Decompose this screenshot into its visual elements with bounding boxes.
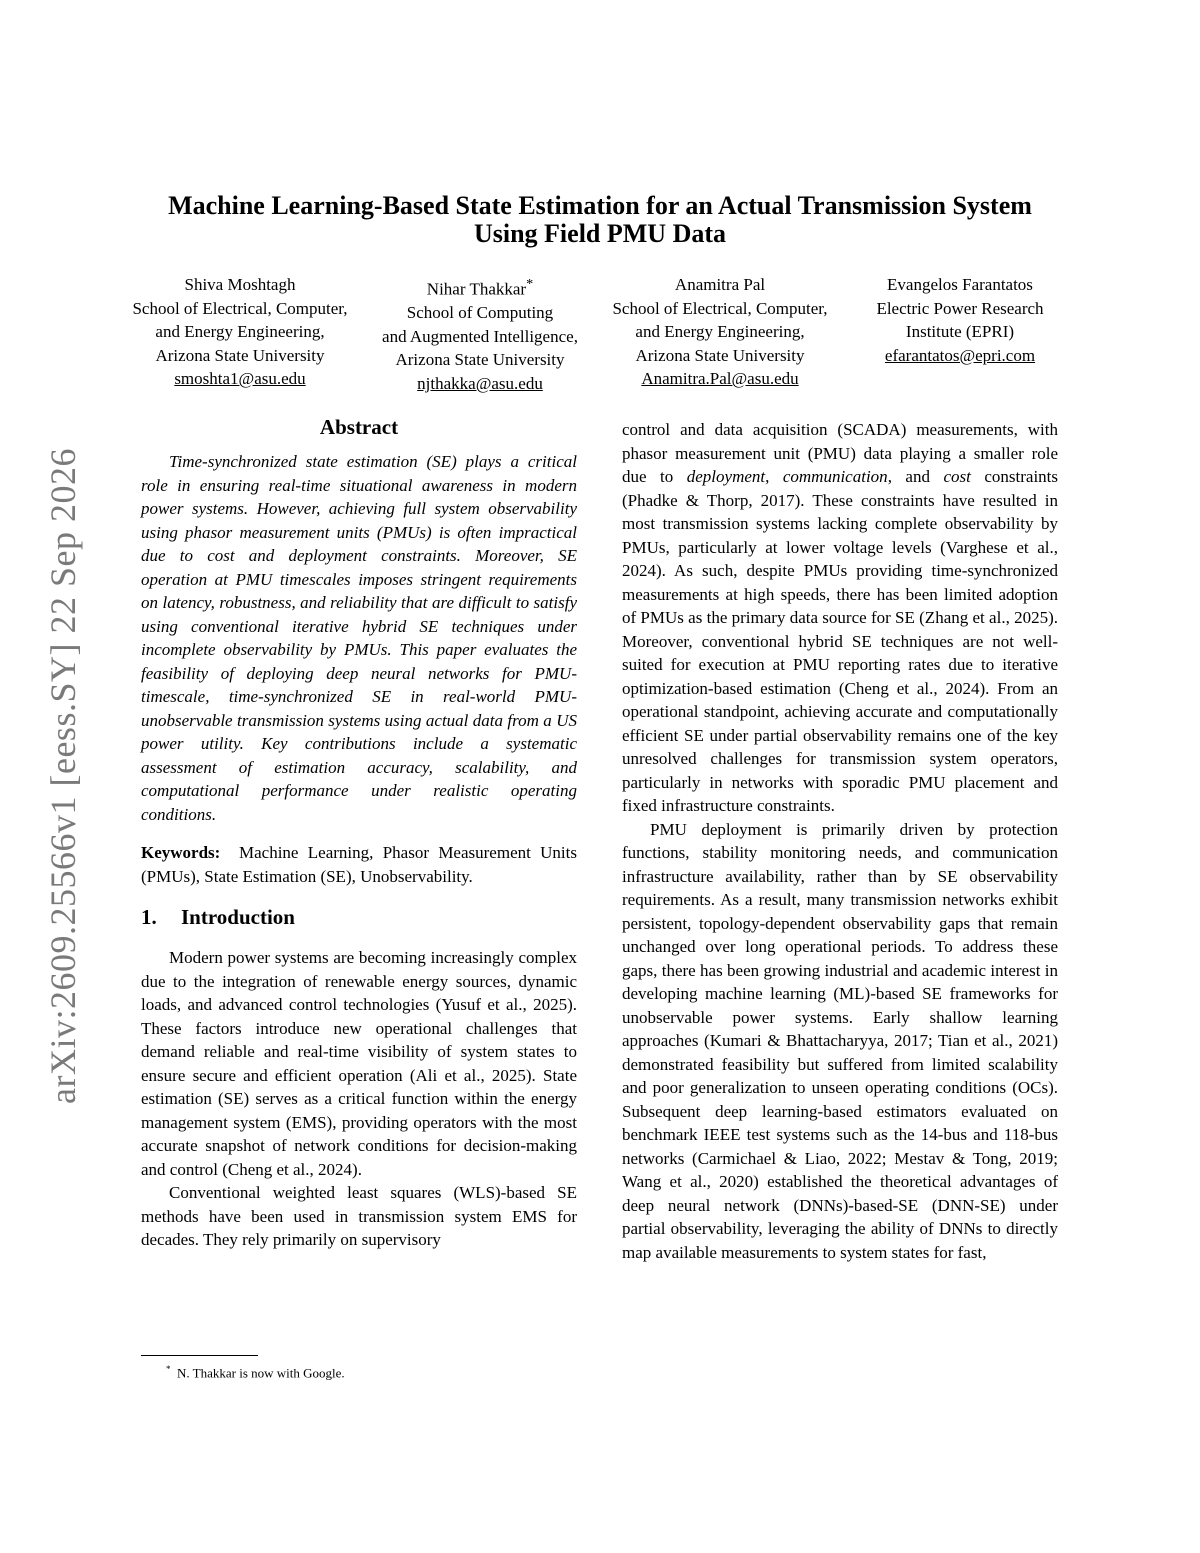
author-affiliation: Electric Power Research — [876, 298, 1044, 318]
keywords — [141, 841, 577, 888]
author-affiliation: Arizona State University — [395, 350, 565, 370]
author-4 — [876, 273, 1043, 367]
author-affiliation: Institute (EPRI) — [905, 322, 1015, 341]
footnote-marker: * — [166, 1364, 171, 1374]
author-affiliation: and Energy Engineering, — [635, 322, 805, 341]
author-name: Nihar Thakkar — [426, 279, 527, 299]
author-block — [110, 273, 1070, 393]
body-paragraph-pmu-deployment: PMU deployment is primarily driven by protection functions, stability monitoring needs, and communication infrastructure availability, rather than by SE observability requirements. As a result, many transmission networks exhibit persistent, topology-dependent observability gaps that remain unchanged over long operational periods. To address these gaps, there has been growing industrial and academic interest in developing machine learning (ML)-based SE frameworks for unobservable power systems. Early shallow learning approaches (Kumari & Bhattacharyya, 2017; Tian et al., 2021) demonstrated feasibility but suffered from limited scalability and poor generalization to unseen operating conditions (OCs). Subsequent deep learning-based estimators evaluated on benchmark IEEE test systems such as the 14-bus and 118-bus networks (Carmichael & Liao, 2022; Mestav & Tong, 2019; Wang et al., 2020) established the theoretical advantages of deep neural network (DNNs)-based-SE (DNN-SE) under partial observability, leveraging the ability of DNNs to directly map available measurements to system states for fast, — [622, 819, 1058, 1262]
author-affiliation: School of Electrical, Computer, — [612, 298, 828, 318]
keywords-label: Keywords: — [141, 843, 221, 862]
footnote — [166, 1360, 345, 1382]
author-email[interactable]: njthakka@asu.edu — [417, 373, 543, 393]
author-footnote-marker: * — [526, 276, 534, 292]
keywords-text: Machine Learning, Phasor Measurement Units (PMUs), State Estimation (SE), Unobservability. — [141, 843, 577, 886]
author-name: Evangelos Farantatos — [887, 275, 1033, 294]
author-email[interactable]: smoshta1@asu.edu — [174, 369, 306, 388]
section-heading-introduction — [141, 904, 577, 930]
author-email[interactable]: Anamitra.Pal@asu.edu — [641, 369, 799, 388]
abstract-text: Time-synchronized state estimation (SE) plays a critical role in ensuring real-time situational awareness in modern power systems. However, achieving full system observability using phasor measurement units (PMUs) is often impractical due to cost and deployment constraints. Moreover, SE operation at PMU timescales imposes stringent requirements on latency, robustness, and reliability that are difficult to satisfy using conventional iterative hybrid SE techniques under incomplete observability by PMUs. This paper evaluates the feasibility of deploying deep neural networks for PMU-timescale, time-synchronized SE in real-world PMU-unobservable transmission systems using actual data from a US power utility. Key contributions include a systematic assessment of estimation accuracy, scalability, and computational performance under realistic operating conditions. — [141, 452, 577, 824]
paper-title: Machine Learning-Based State Estimation for an Actual Transmission System Using Field PMU Data — [168, 191, 1032, 248]
section-number: 1. — [141, 905, 157, 929]
author-2 — [382, 273, 578, 395]
author-email[interactable]: efarantatos@epri.com — [884, 345, 1036, 365]
intro-paragraph-1: Modern power systems are becoming increasingly complex due to the integration of renewable energy sources, dynamic loads, and advanced control technologies (Yusuf et al., 2025). These factors introduce new operational challenges that demand reliable and real-time visibility of system states to ensure secure and efficient operation (Ali et al., 2025). State estimation (SE) serves as a critical function within the energy management system (EMS), providing operators with the most accurate snapshot of network conditions for decision-making and control (Cheng et al., 2024). — [141, 948, 577, 1179]
author-affiliation: School of Computing — [406, 303, 554, 323]
footnote-text: N. Thakkar is now with Google. — [177, 1365, 345, 1381]
author-affiliation: School of Electrical, Computer, — [132, 298, 348, 318]
author-3 — [612, 273, 827, 391]
arxiv-identifier: arXiv:2609.25566v1 [eess.SY] 22 Sep 2026 — [43, 448, 83, 1104]
author-affiliation: and Energy Engineering, — [155, 322, 325, 341]
left-column — [141, 414, 577, 1252]
author-name: Anamitra Pal — [674, 275, 766, 294]
intro-paragraph-2: Conventional weighted least squares (WLS)-based SE methods have been used in transmission system EMS for decades. They rely primarily on supervisory — [141, 1183, 577, 1249]
abstract-heading: Abstract — [319, 415, 399, 439]
author-name: Shiva Moshtagh — [184, 275, 296, 294]
author-affiliation: and Augmented Intelligence, — [382, 326, 578, 346]
author-affiliation: Arizona State University — [635, 345, 805, 365]
author-affiliation: Arizona State University — [155, 345, 325, 365]
footnote-divider — [141, 1355, 258, 1356]
right-column — [622, 418, 1058, 1264]
author-1 — [132, 273, 347, 391]
section-title: Introduction — [181, 905, 295, 929]
body-paragraph-continued: control and data acquisition (SCADA) measurements, with phasor measurement unit (PMU) data playing a smaller role due to deployment, communication, and cost constraints (Phadke & Thorp, 2017). These constraints have resulted in most transmission systems lacking complete observability by PMUs, particularly at lower voltage levels (Varghese et al., 2024). As such, despite PMUs providing time-synchronized measurements at high speeds, there has been limited adoption of PMUs as the primary data source for SE (Zhang et al., 2025). Moreover, conventional hybrid SE techniques are not well-suited for execution at PMU reporting rates due to iterative optimization-based estimation (Cheng et al., 2024). From an operational standpoint, achieving accurate and computationally efficient SE under partial observability remains one of the key unresolved challenges for transmission system operators, particularly in networks with sporadic PMU placement and fixed infrastructure constraints. — [622, 420, 1059, 815]
